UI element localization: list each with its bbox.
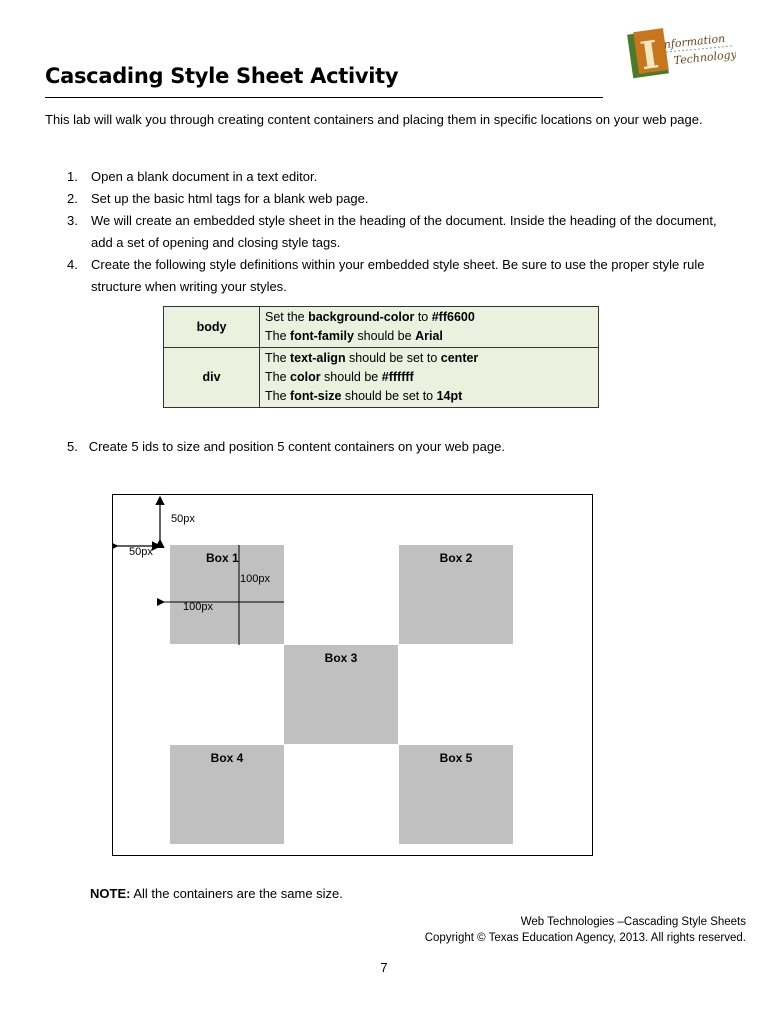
rule-value: #ffffff	[381, 370, 414, 384]
width-label: 100px	[183, 601, 213, 613]
rule-text: should be set to	[341, 389, 437, 403]
rule-value: center	[440, 351, 479, 365]
step-number: 4.	[67, 257, 78, 272]
step-text: Create the following style definitions within your embedded style sheet. Be sure to use the proper style rule structure when writing your styles.	[91, 257, 705, 294]
top-offset-label: 50px	[171, 513, 195, 525]
box-label: Box 3	[324, 651, 358, 665]
rule-text: The	[265, 389, 291, 403]
rule-text: should be set to	[345, 351, 441, 365]
page-title: Cascading Style Sheet Activity	[45, 64, 399, 88]
style-definitions-table	[163, 306, 599, 408]
list-item	[45, 188, 725, 210]
step-text: Create 5 ids to size and position 5 content containers on your web page.	[88, 439, 505, 454]
step-number: 2.	[67, 191, 78, 206]
step-text: Set up the basic html tags for a blank web page.	[91, 191, 369, 206]
footer-copyright: Copyright © Texas Education Agency, 2013. All rights reserved.	[424, 932, 746, 944]
note-text: All the containers are the same size.	[130, 886, 343, 901]
note	[90, 886, 343, 901]
dimension-arrows	[113, 495, 593, 855]
rule-property: color	[290, 370, 321, 384]
svg-text:Technology: Technology	[673, 47, 736, 68]
selector-cell: div	[164, 348, 260, 408]
list-item	[45, 166, 725, 188]
list-item	[45, 210, 725, 254]
step-text: Open a blank document in a text editor.	[91, 169, 318, 184]
box-label: Box 4	[210, 751, 244, 765]
rule-text: Set the	[265, 310, 309, 324]
box-label: Box 1	[206, 551, 239, 565]
footer-course: Web Technologies –Cascading Style Sheets	[520, 916, 746, 928]
selector-cell: body	[164, 307, 260, 348]
box-label: Box 2	[439, 551, 473, 565]
rules-cell	[260, 348, 599, 408]
rule-text: should be	[353, 329, 416, 343]
note-label: NOTE:	[90, 886, 131, 901]
step-five	[67, 436, 505, 458]
rule-value: 14pt	[436, 389, 463, 403]
rule-property: background-color	[308, 310, 415, 324]
footer	[425, 914, 746, 946]
step-number: 5.	[67, 439, 78, 454]
rule-value: #ff6600	[431, 310, 475, 324]
step-number: 1.	[67, 169, 78, 184]
svg-text:nformation: nformation	[663, 31, 726, 52]
height-label: 100px	[240, 573, 270, 585]
title-underline	[45, 97, 603, 98]
box-label: Box 5	[439, 751, 473, 765]
rule-text: The	[265, 351, 291, 365]
rule-text: should be	[320, 370, 382, 384]
page-number: 7	[380, 960, 388, 975]
step-number: 3.	[67, 213, 78, 228]
svg-text:I: I	[637, 31, 662, 79]
rule-property: text-align	[290, 351, 346, 365]
step-text: We will create an embedded style sheet in the heading of the document. Inside the heading of the document, add a set of opening and closing style tags.	[91, 213, 717, 250]
left-offset-label: 50px	[129, 546, 153, 558]
information-technology-logo	[626, 26, 736, 80]
layout-diagram	[112, 494, 593, 856]
table-row	[164, 307, 599, 348]
intro-paragraph: This lab will walk you through creating content containers and placing them in specific locations on your web page.	[45, 112, 703, 127]
list-item	[45, 254, 725, 298]
table-row	[164, 348, 599, 408]
rule-value: Arial	[415, 329, 443, 343]
rules-cell	[260, 307, 599, 348]
instruction-list	[45, 166, 725, 298]
rule-text: The	[265, 329, 291, 343]
rule-text: The	[265, 370, 291, 384]
rule-text: to	[414, 310, 432, 324]
rule-property: font-size	[290, 389, 342, 403]
rule-property: font-family	[290, 329, 354, 343]
